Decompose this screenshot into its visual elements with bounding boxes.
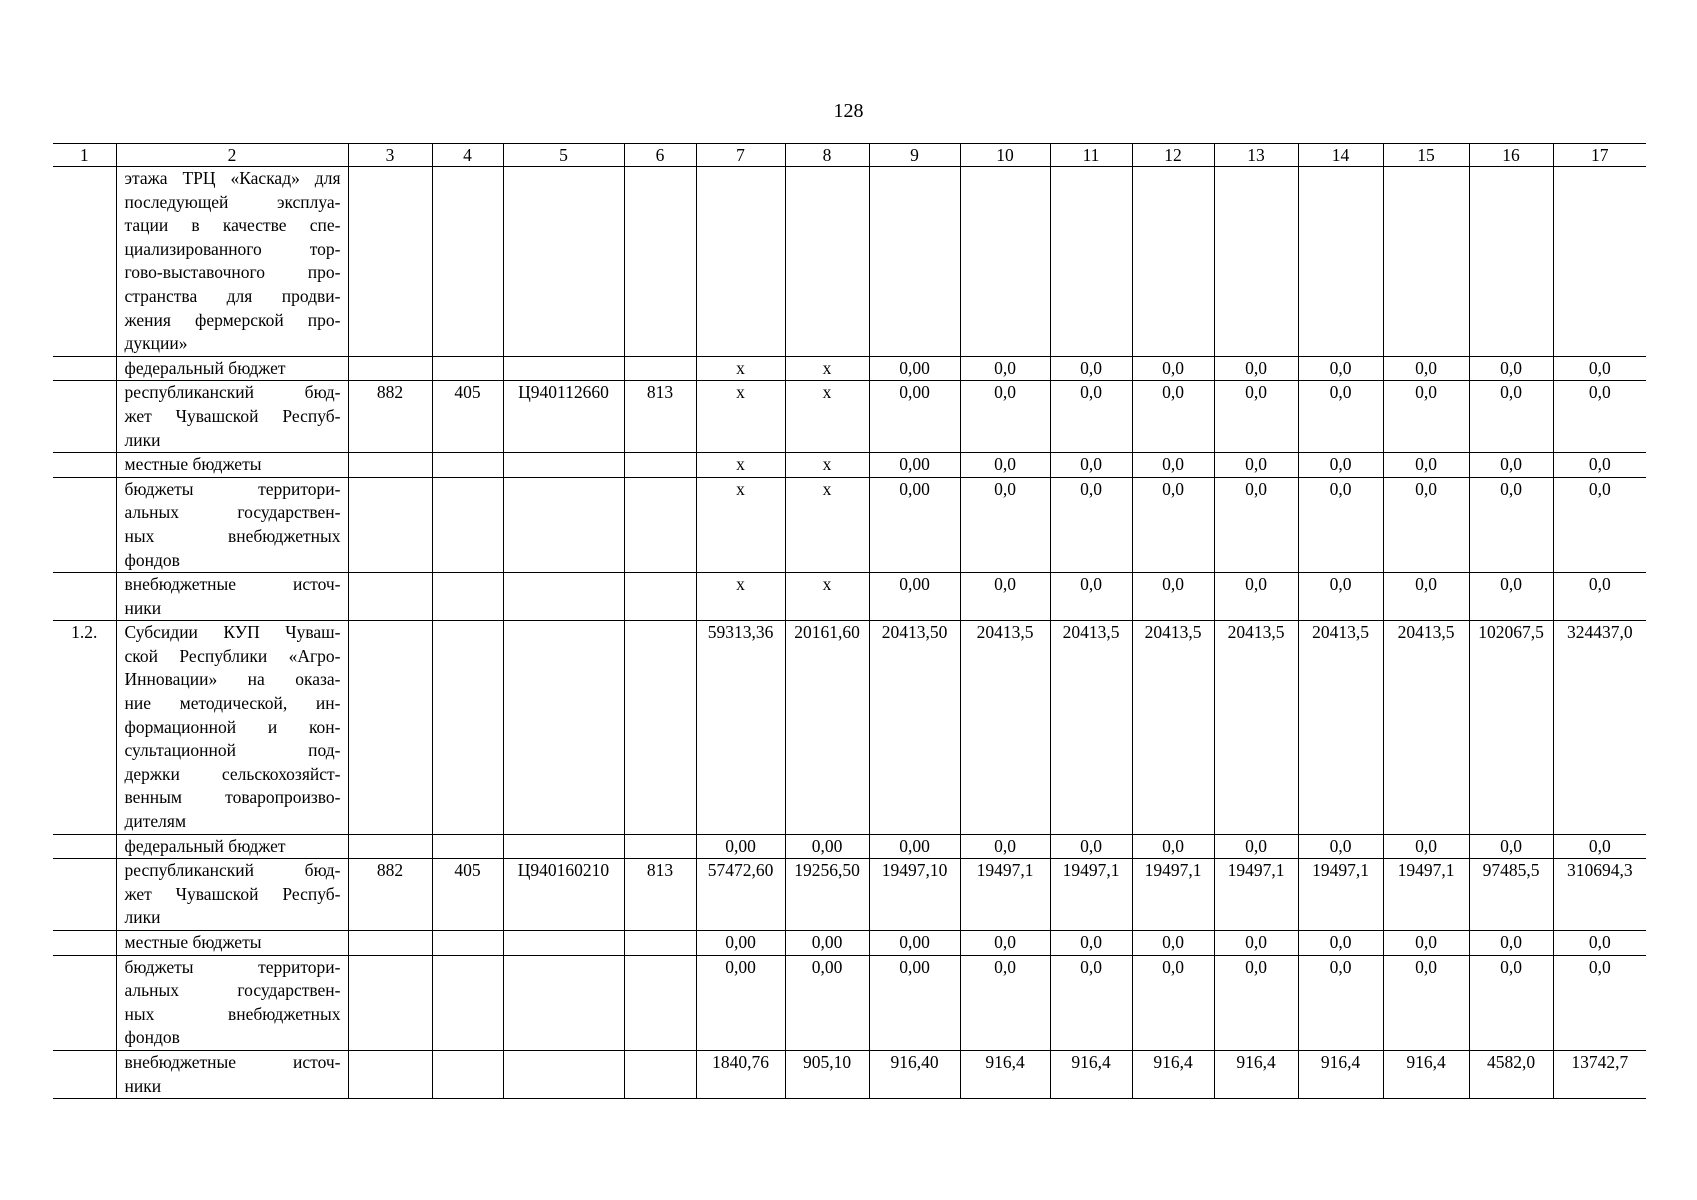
value-cell: 0,0	[960, 453, 1050, 478]
admin-code	[348, 167, 432, 357]
column-number: 9	[869, 144, 960, 167]
section-code	[432, 477, 503, 572]
target-article-code	[503, 167, 624, 357]
description-line: альных государствен-	[124, 980, 341, 1001]
description-line: республиканский бюд-	[124, 382, 341, 403]
column-number-row	[53, 144, 1646, 167]
column-number: 5	[503, 144, 624, 167]
value-cell	[1469, 167, 1553, 357]
admin-code	[348, 356, 432, 381]
description-line: ных внебюджетных	[124, 1003, 341, 1024]
value-cell: 4582,0	[1469, 1050, 1553, 1098]
table-row	[53, 573, 1646, 621]
value-cell: 0,0	[1298, 834, 1383, 859]
value-cell: 59313,36	[696, 621, 785, 834]
value-cell: 0,0	[1132, 573, 1214, 621]
value-cell: x	[785, 381, 869, 453]
section-code	[432, 931, 503, 956]
value-cell: 0,0	[1383, 834, 1469, 859]
value-cell: 0,0	[1132, 931, 1214, 956]
row-number	[53, 1050, 116, 1098]
value-cell: 0,0	[1469, 381, 1553, 453]
section-code: 405	[432, 859, 503, 931]
value-cell: 0,0	[1132, 834, 1214, 859]
value-cell: 19497,1	[1132, 859, 1214, 931]
value-cell: 0,0	[1298, 955, 1383, 1050]
value-cell: 916,40	[869, 1050, 960, 1098]
value-cell: 0,0	[1469, 931, 1553, 956]
value-cell: 0,0	[1132, 955, 1214, 1050]
row-description	[116, 167, 348, 357]
value-cell: 13742,7	[1553, 1050, 1646, 1098]
description-line: сультационной под-	[124, 740, 341, 761]
value-cell: 0,0	[1050, 381, 1132, 453]
section-code	[432, 356, 503, 381]
value-cell: 0,0	[1553, 834, 1646, 859]
description-line: фондов	[124, 549, 180, 570]
target-article-code: Ц940160210	[503, 859, 624, 931]
description-line: внебюджетные источ-	[124, 1051, 341, 1072]
description-line: лики	[124, 907, 161, 928]
value-cell: 0,0	[1050, 356, 1132, 381]
value-cell: 20413,5	[1132, 621, 1214, 834]
column-number: 8	[785, 144, 869, 167]
value-cell	[696, 167, 785, 357]
section-code	[432, 167, 503, 357]
description-line: местные бюджеты	[124, 932, 262, 952]
row-number	[53, 477, 116, 572]
section-code	[432, 1050, 503, 1098]
value-cell: 0,0	[1469, 356, 1553, 381]
value-cell	[1214, 167, 1298, 357]
row-number	[53, 834, 116, 859]
description-line: дукции»	[124, 333, 188, 354]
table-row	[53, 834, 1646, 859]
description-line: внебюджетные источ-	[124, 574, 341, 595]
value-cell: 1840,76	[696, 1050, 785, 1098]
value-cell: 0,0	[1132, 477, 1214, 572]
section-code	[432, 453, 503, 478]
description-line: альных государствен-	[124, 502, 341, 523]
value-cell: 20413,5	[1214, 621, 1298, 834]
column-number: 1	[53, 144, 116, 167]
value-cell: 0,0	[1553, 381, 1646, 453]
value-cell	[960, 167, 1050, 357]
value-cell: 0,0	[1298, 453, 1383, 478]
description-line: ники	[124, 597, 162, 618]
value-cell: 0,0	[1469, 573, 1553, 621]
row-number	[53, 931, 116, 956]
value-cell: 916,4	[960, 1050, 1050, 1098]
section-code	[432, 834, 503, 859]
row-description	[116, 1050, 348, 1098]
admin-code	[348, 1050, 432, 1098]
target-article-code: Ц940112660	[503, 381, 624, 453]
row-number: 1.2.	[53, 621, 116, 834]
value-cell: 0,0	[1383, 356, 1469, 381]
expense-type-code	[624, 955, 696, 1050]
description-line: дителям	[124, 811, 187, 832]
target-article-code	[503, 931, 624, 956]
column-number: 6	[624, 144, 696, 167]
target-article-code	[503, 834, 624, 859]
value-cell: 0,0	[1050, 477, 1132, 572]
column-number: 7	[696, 144, 785, 167]
value-cell: 324437,0	[1553, 621, 1646, 834]
description-line: циализированного тор-	[124, 238, 341, 259]
value-cell: 0,00	[696, 834, 785, 859]
table-row	[53, 477, 1646, 572]
value-cell: 0,00	[869, 477, 960, 572]
value-cell: x	[696, 356, 785, 381]
value-cell: 0,0	[1214, 381, 1298, 453]
value-cell: 0,0	[1553, 477, 1646, 572]
value-cell: 0,0	[1383, 453, 1469, 478]
admin-code	[348, 931, 432, 956]
expense-type-code	[624, 621, 696, 834]
value-cell: 0,0	[1298, 931, 1383, 956]
value-cell: 19497,1	[1383, 859, 1469, 931]
value-cell: 19497,1	[1050, 859, 1132, 931]
value-cell: 20413,5	[1298, 621, 1383, 834]
page-number: 128	[833, 100, 864, 122]
row-description	[116, 356, 348, 381]
value-cell: 19256,50	[785, 859, 869, 931]
row-number	[53, 453, 116, 478]
value-cell: 0,0	[1469, 477, 1553, 572]
column-number: 2	[116, 144, 348, 167]
target-article-code	[503, 1050, 624, 1098]
target-article-code	[503, 477, 624, 572]
description-line: тации в качестве спе-	[124, 215, 341, 236]
value-cell: 0,0	[1214, 931, 1298, 956]
value-cell: 0,0	[1383, 477, 1469, 572]
value-cell: 0,0	[960, 573, 1050, 621]
table-row	[53, 167, 1646, 357]
value-cell: 0,0	[1214, 955, 1298, 1050]
description-line: держки сельскохозяйст-	[124, 763, 341, 784]
description-line: лики	[124, 429, 161, 450]
value-cell: 0,0	[1298, 356, 1383, 381]
value-cell: 0,0	[1214, 453, 1298, 478]
value-cell: 19497,1	[960, 859, 1050, 931]
row-number	[53, 573, 116, 621]
description-line: федеральный бюджет	[124, 835, 286, 856]
value-cell: 0,0	[1214, 356, 1298, 381]
value-cell: 0,00	[696, 955, 785, 1050]
value-cell: 916,4	[1132, 1050, 1214, 1098]
value-cell	[785, 167, 869, 357]
section-code	[432, 621, 503, 834]
value-cell: 0,0	[1383, 573, 1469, 621]
value-cell	[869, 167, 960, 357]
row-description	[116, 834, 348, 859]
target-article-code	[503, 621, 624, 834]
expense-type-code	[624, 834, 696, 859]
value-cell: 0,0	[1132, 381, 1214, 453]
expense-type-code	[624, 1050, 696, 1098]
row-number	[53, 859, 116, 931]
value-cell: 0,00	[869, 573, 960, 621]
value-cell: 20413,5	[1383, 621, 1469, 834]
value-cell	[1132, 167, 1214, 357]
value-cell: 97485,5	[1469, 859, 1553, 931]
expense-type-code	[624, 477, 696, 572]
table-row	[53, 955, 1646, 1050]
value-cell: 0,0	[1214, 573, 1298, 621]
value-cell: 0,0	[1214, 834, 1298, 859]
value-cell: x	[696, 453, 785, 478]
row-description	[116, 381, 348, 453]
value-cell	[1298, 167, 1383, 357]
description-line: жет Чувашской Респуб-	[124, 405, 341, 426]
value-cell: x	[785, 453, 869, 478]
column-number: 16	[1469, 144, 1553, 167]
value-cell: 0,00	[869, 356, 960, 381]
description-line: федеральный бюджет	[124, 357, 286, 378]
value-cell: 0,0	[1383, 955, 1469, 1050]
admin-code	[348, 955, 432, 1050]
expense-type-code	[624, 453, 696, 478]
value-cell	[1553, 167, 1646, 357]
row-number	[53, 381, 116, 453]
value-cell: 0,0	[1050, 931, 1132, 956]
description-line: венным товаропроизво-	[124, 787, 341, 808]
value-cell: 0,0	[1050, 573, 1132, 621]
target-article-code	[503, 453, 624, 478]
description-line: ние методической, ин-	[124, 693, 341, 714]
value-cell: 0,0	[1050, 453, 1132, 478]
description-line: странства для продви-	[124, 285, 341, 306]
target-article-code	[503, 573, 624, 621]
value-cell: 20413,50	[869, 621, 960, 834]
value-cell: 916,4	[1050, 1050, 1132, 1098]
value-cell: 0,00	[869, 453, 960, 478]
value-cell: 0,0	[1469, 453, 1553, 478]
table-row	[53, 621, 1646, 834]
description-line: республиканский бюд-	[124, 860, 341, 881]
row-description	[116, 955, 348, 1050]
section-code: 405	[432, 381, 503, 453]
row-number	[53, 356, 116, 381]
row-number	[53, 167, 116, 357]
value-cell: 0,0	[1553, 356, 1646, 381]
value-cell: 0,0	[1383, 931, 1469, 956]
description-line: бюджеты территори-	[124, 478, 341, 499]
expense-type-code	[624, 931, 696, 956]
value-cell: x	[785, 573, 869, 621]
value-cell: 0,0	[1469, 834, 1553, 859]
value-cell: 0,0	[1132, 453, 1214, 478]
value-cell	[1050, 167, 1132, 357]
description-line: формационной и кон-	[124, 716, 341, 737]
description-line: Субсидии КУП Чуваш-	[124, 622, 341, 643]
value-cell: 0,00	[869, 955, 960, 1050]
column-number: 13	[1214, 144, 1298, 167]
description-line: последующей эксплуа-	[124, 191, 341, 212]
expense-type-code	[624, 167, 696, 357]
description-line: жет Чувашской Респуб-	[124, 883, 341, 904]
description-line: фондов	[124, 1027, 180, 1048]
description-line: гово-выставочного про-	[124, 262, 341, 283]
value-cell: x	[696, 477, 785, 572]
value-cell: 20413,5	[960, 621, 1050, 834]
target-article-code	[503, 955, 624, 1050]
value-cell: 19497,1	[1298, 859, 1383, 931]
admin-code: 882	[348, 381, 432, 453]
admin-code: 882	[348, 859, 432, 931]
row-number	[53, 955, 116, 1050]
row-description	[116, 931, 348, 956]
section-code	[432, 573, 503, 621]
admin-code	[348, 453, 432, 478]
admin-code	[348, 573, 432, 621]
value-cell: 0,00	[696, 931, 785, 956]
column-number: 10	[960, 144, 1050, 167]
value-cell: 0,0	[1469, 955, 1553, 1050]
value-cell: 19497,10	[869, 859, 960, 931]
description-line: бюджеты территори-	[124, 956, 341, 977]
budget-table	[53, 143, 1646, 1099]
admin-code	[348, 834, 432, 859]
value-cell: 0,0	[1214, 477, 1298, 572]
value-cell: 0,0	[960, 477, 1050, 572]
row-description	[116, 621, 348, 834]
description-line: ники	[124, 1075, 162, 1096]
value-cell: 905,10	[785, 1050, 869, 1098]
value-cell: 57472,60	[696, 859, 785, 931]
expense-type-code	[624, 573, 696, 621]
value-cell: 0,00	[869, 834, 960, 859]
value-cell: 0,00	[785, 955, 869, 1050]
table-row	[53, 1050, 1646, 1098]
section-code	[432, 955, 503, 1050]
admin-code	[348, 477, 432, 572]
value-cell: 102067,5	[1469, 621, 1553, 834]
value-cell: 0,0	[1050, 834, 1132, 859]
value-cell: x	[696, 381, 785, 453]
column-number: 15	[1383, 144, 1469, 167]
value-cell: 916,4	[1298, 1050, 1383, 1098]
value-cell: 0,0	[960, 834, 1050, 859]
column-number: 12	[1132, 144, 1214, 167]
value-cell: 0,0	[1298, 573, 1383, 621]
value-cell: 0,00	[785, 931, 869, 956]
row-description	[116, 573, 348, 621]
value-cell: 0,0	[1298, 381, 1383, 453]
value-cell: x	[696, 573, 785, 621]
column-number: 11	[1050, 144, 1132, 167]
row-description	[116, 477, 348, 572]
table-row	[53, 931, 1646, 956]
value-cell: 916,4	[1383, 1050, 1469, 1098]
value-cell: 0,0	[1383, 381, 1469, 453]
table-row	[53, 381, 1646, 453]
value-cell: x	[785, 477, 869, 572]
column-number: 4	[432, 144, 503, 167]
value-cell: x	[785, 356, 869, 381]
column-number: 17	[1553, 144, 1646, 167]
value-cell: 0,0	[960, 955, 1050, 1050]
table-row	[53, 859, 1646, 931]
value-cell: 0,0	[960, 931, 1050, 956]
expense-type-code	[624, 356, 696, 381]
description-line: ской Республики «Агро-	[124, 645, 341, 666]
column-number: 3	[348, 144, 432, 167]
row-description	[116, 453, 348, 478]
value-cell: 20161,60	[785, 621, 869, 834]
value-cell: 0,00	[869, 931, 960, 956]
value-cell: 0,0	[1553, 955, 1646, 1050]
value-cell: 310694,3	[1553, 859, 1646, 931]
value-cell: 0,0	[1050, 955, 1132, 1050]
column-number: 14	[1298, 144, 1383, 167]
value-cell: 19497,1	[1214, 859, 1298, 931]
description-line: ных внебюджетных	[124, 525, 341, 546]
value-cell: 0,0	[1553, 573, 1646, 621]
value-cell: 0,0	[1553, 931, 1646, 956]
expense-type-code: 813	[624, 381, 696, 453]
value-cell: 0,0	[960, 356, 1050, 381]
value-cell: 0,0	[1132, 356, 1214, 381]
description-line: Инновации» на оказа-	[124, 669, 341, 690]
expense-type-code: 813	[624, 859, 696, 931]
description-line: жения фермерской про-	[124, 309, 341, 330]
description-line: местные бюджеты	[124, 454, 262, 475]
value-cell	[1383, 167, 1469, 357]
target-article-code	[503, 356, 624, 381]
value-cell: 0,0	[1298, 477, 1383, 572]
table-row	[53, 356, 1646, 381]
value-cell: 0,0	[960, 381, 1050, 453]
value-cell: 916,4	[1214, 1050, 1298, 1098]
value-cell: 0,0	[1553, 453, 1646, 478]
value-cell: 0,00	[785, 834, 869, 859]
row-description	[116, 859, 348, 931]
table-row	[53, 453, 1646, 478]
admin-code	[348, 621, 432, 834]
value-cell: 20413,5	[1050, 621, 1132, 834]
description-line: этажа ТРЦ «Каскад» для	[124, 168, 341, 188]
value-cell: 0,00	[869, 381, 960, 453]
